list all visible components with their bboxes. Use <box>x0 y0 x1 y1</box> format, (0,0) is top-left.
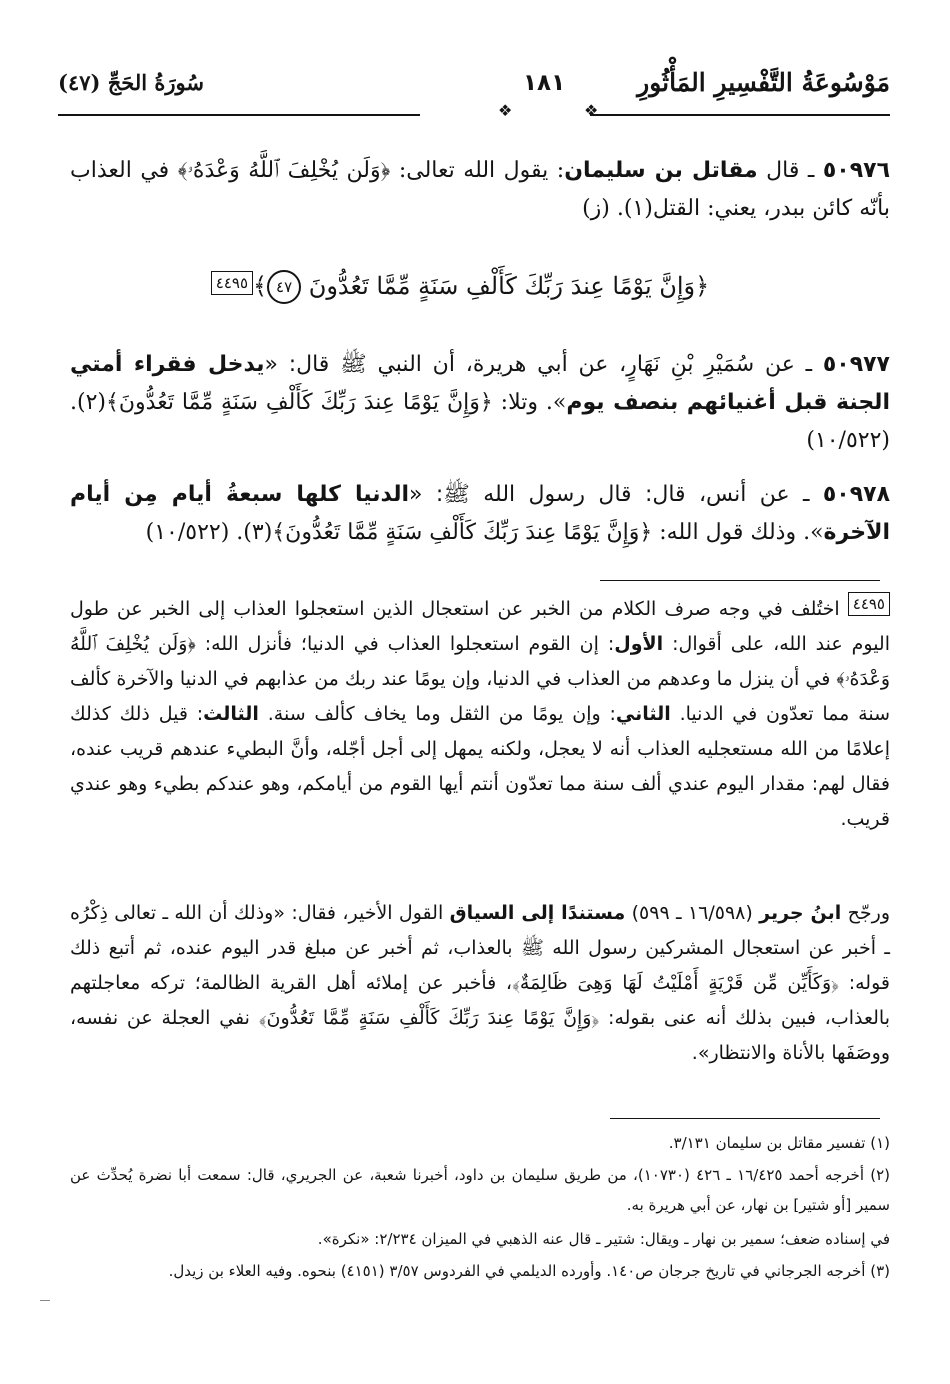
entry-lead: ـ عن سُمَيْرِ بْنِ نَهَارٍ، عن أبي هريرة، أن النبي ﷺ قال: « <box>264 352 813 377</box>
entry-text: ». وتلا: ﴿وَإِنَّ يَوْمًا عِندَ رَبِّكَ كَأَلْفِ سَنَةٍ مِّمَّا تَعُدُّونَ﴾(٢). (١٠/٥٢٢) <box>70 390 890 453</box>
commentary-text: ورجّح <box>841 902 890 924</box>
book-title: مَوْسُوعَةُ التَّفْسِيرِ المَأْثُورِ <box>637 68 890 97</box>
view-label-second: الثاني <box>615 703 671 725</box>
entry-number: ٥٠٩٧٨ <box>822 482 890 507</box>
margin-mark <box>40 1300 50 1301</box>
entry-50978 <box>70 476 890 552</box>
citation: (١٦/٥٩٨ ـ ٥٩٩) <box>625 902 760 924</box>
header-rule-right <box>590 114 890 116</box>
commentary-text: : إن القوم استعجلوا العذاب في الدنيا؛ فأنزل الله: ﴿وَلَن يُخْلِفَ ٱللَّهُ وَعْدَهُۥ﴾ في أن ينزل ما وعدهم من العذاب في الدنيا، وإن يومًا عند ربك من عذابهم في الدنيا والآخرة كألف سنة مما تعدّون في الدنيا. <box>70 633 891 725</box>
footnote-3: (٣) أخرجه الجرجاني في تاريخ جرجان ص١٤٠. وأورده الديلمي في الفردوس ٣/٥٧ (٤١٥١) بنحوه. وفيه العلاء بن زيدل. <box>168 1262 890 1280</box>
footnote-2: (٢) أخرجه أحمد ١٦/٤٢٥ ـ ٤٢٦ (١٠٧٣٠)، من طريق سليمان بن داود، أخبرنا شعبة، عن الجريري، قال: سمعت أبا نضرة يُحدِّث عن سمير [أو شتير] بن نهار، عن أبي هريرة به. <box>70 1166 890 1214</box>
speaker-name: مقاتل بن سليمان <box>564 158 758 183</box>
view-label-first: الأول <box>614 633 664 655</box>
verse-line <box>110 266 810 306</box>
entry-text: ». وذلك قول الله: ﴿وَإِنَّ يَوْمًا عِندَ رَبِّكَ كَأَلْفِ سَنَةٍ مِّمَّا تَعُدُّونَ﴾(٣). (١٠/٥٢٢) <box>145 520 824 545</box>
ornament-icon: ❖ <box>498 101 513 120</box>
entry-number: ٥٠٩٧٧ <box>822 352 890 377</box>
footnote-2-note: في إسناده ضعف؛ سمير بن نهار ـ ويقال: شتير ـ قال عنه الذهبي في الميزان ٢/٢٣٤: «نكرة». <box>317 1230 890 1248</box>
footnote-separator <box>610 1118 880 1119</box>
verse-text: ﴿وَإِنَّ يَوْمًا عِندَ رَبِّكَ كَأَلْفِ سَنَةٍ مِّمَّا تَعُدُّونَ <box>308 272 710 300</box>
entry-text: : يقول الله تعالى: ﴿وَلَن يُخْلِفَ ٱللَّهُ وَعْدَهُۥ﴾ في العذاب بأنّه كائن ببدر، يعني: القتل(١). (ز) <box>70 158 890 221</box>
commentary-text: : قيل ذلك كذلك إعلامًا من الله مستعجليه العذاب أنه لا يعجل، ولكنه يمهل إلى أجل أجّله، وأنَّ البطيء عندهم قريب عنده، فقال لهم: مقدار اليوم عندي ألف سنة مما تعدّون أنتم أيها القوم من أيامكم، وهو عندكم بطيء وهو عندي قريب. <box>70 703 890 830</box>
entry-50976 <box>70 152 890 228</box>
verse-close: ﴾ <box>253 272 268 300</box>
header-rule-left <box>58 114 420 116</box>
method-label: مستندًا إلى السياق <box>449 902 626 924</box>
scholar-name: ابنُ جرير <box>759 902 842 924</box>
entry-number: ٥٠٩٧٦ <box>822 158 891 183</box>
commentary-text: القول الأخير، فقال: «وذلك أن الله ـ تعالى ذِكْرُه ـ أخبر عن استعجال المشركين رسول الله ﷺ بالعذاب، ثم أخبر عن مبلغ قدر اليوم عنده، ثم أتبع ذلك قوله: ﴿وَكَأَيِّن مِّن قَرْيَةٍ أَمْلَيْتُ لَهَا وَهِىَ ظَالِمَةٌ﴾، فأخبر عن إملائه أهل القرية الظالمة؛ تركه معاجلتهم بالعذاب، فبين بذلك أنه عنى بقوله: ﴿وَإِنَّ يَوْمًا عِندَ رَبِّكَ كَأَلْفِ سَنَةٍ مِّمَّا تَعُدُّونَ﴾ نفي العجلة عن نفسه، ووصَفَها بالأناة والانتظار». <box>70 902 890 1064</box>
hadith-text: الدنيا كلها سبعةُ أيام مِن أيام الآخرة <box>70 482 890 545</box>
footnote-1: (١) تفسير مقاتل بن سليمان ٣/١٣١. <box>668 1134 890 1152</box>
page-number: ١٨١ <box>523 70 566 96</box>
commentary-paragraph-2 <box>70 896 890 1071</box>
commentary-tag: ٤٤٩٥ <box>848 592 890 616</box>
entry-lead: ـ قال <box>757 158 815 183</box>
commentary-text: اختُلف في وجه صرف الكلام من الخبر عن استعجال الذين استعجلوا العذاب إلى الخبر عن طول اليوم عند الله، على أقوال: <box>70 598 890 655</box>
ornament-icon: ❖ <box>584 101 599 120</box>
running-header <box>58 62 890 120</box>
entry-50977 <box>70 346 890 460</box>
commentary-ref-tag: ٤٤٩٥ <box>211 271 253 295</box>
hadith-text: يدخل فقراء أمتي الجنة قبل أغنيائهم بنصف يوم <box>70 352 890 415</box>
surah-label: سُورَةُ الحَجِّ (٤٧) <box>58 70 204 95</box>
entry-lead: ـ عن أنس، قال: قال رسول الله ﷺ: « <box>409 482 810 507</box>
ayah-number-badge: ٤٧ <box>267 270 301 304</box>
view-label-third: الثالث <box>203 703 259 725</box>
commentary-separator <box>600 580 880 581</box>
commentary-paragraph-1 <box>70 592 890 837</box>
commentary-text: : وإن يومًا من الثقل وما يخاف كألف سنة. <box>258 703 616 725</box>
